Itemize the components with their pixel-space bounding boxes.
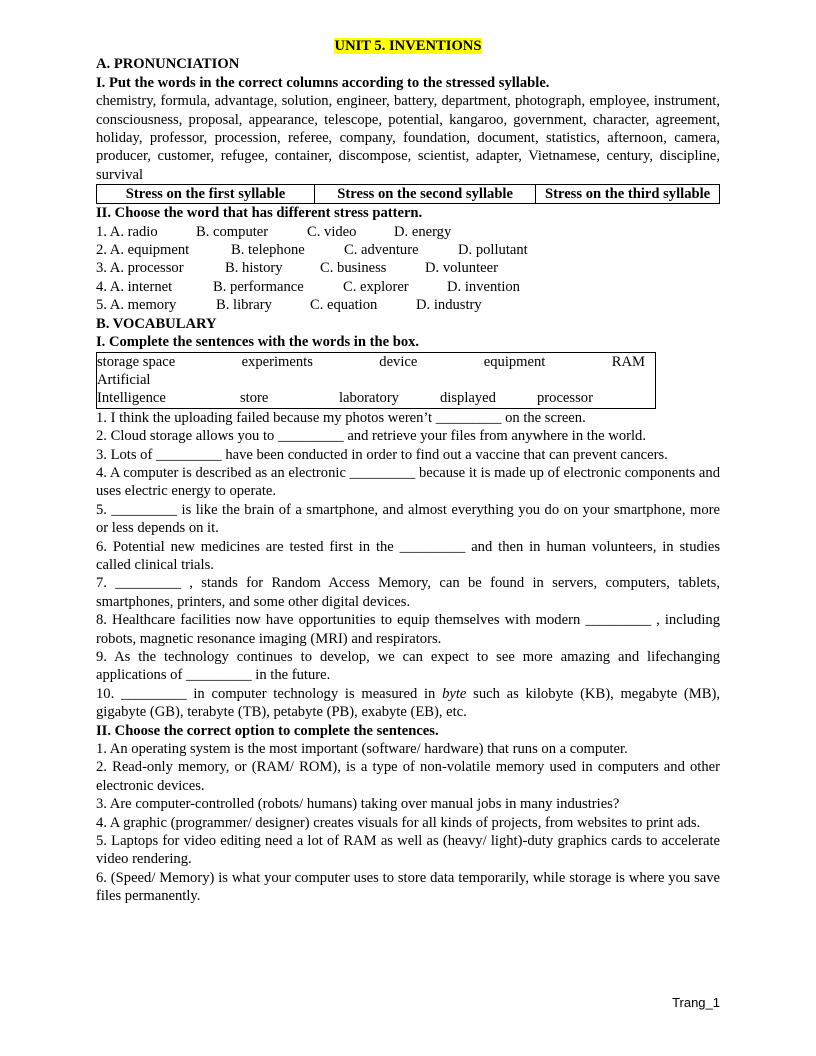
unit-title: UNIT 5. INVENTIONS <box>334 38 482 54</box>
vocab-sentence: 10. _________ in computer technology is measured in byte such as kilobyte (KB), megabyte (MB), gigabyte (GB), terabyte (TB), petabyte (PB), exabyte (EB), etc. <box>96 685 720 721</box>
col-third-syllable: Stress on the third syllable <box>536 185 720 204</box>
part-b1-heading: I. Complete the sentences with the words in the box. <box>96 334 420 351</box>
box-word: processor <box>537 390 593 407</box>
stress-question: 3. A. processor B. history C. business D. volunteer <box>96 260 498 277</box>
box-word: Artificial <box>97 371 151 388</box>
box-word: displayed <box>440 390 496 407</box>
vocab-sentence: 3. Lots of _________ have been conducted in order to find out a vaccine that can prevent cancers. <box>96 446 668 463</box>
vocab-sentence: 9. As the technology continues to develop, we can expect to see more amazing and lifechanging applications of _________ in the future. <box>96 649 720 684</box>
part-a1-heading: I. Put the words in the correct columns according to the stressed syllable. <box>96 74 550 91</box>
vocab-sentence: 8. Healthcare facilities now have opportunities to equip themselves with modern _________ , including robots, magnetic resonance imaging (MRI) and respirators. <box>96 612 720 647</box>
section-a-heading: A. PRONUNCIATION <box>96 56 240 73</box>
vocab-sentence: 6. Potential new medicines are tested first in the _________ and then in human volunteers, in studies called clinical trials. <box>96 538 720 573</box>
option-sentence: 5. Laptops for video editing need a lot of RAM as well as (heavy/ light)-duty graphics cards to accelerate video rendering. <box>96 833 720 868</box>
part-a2-heading: II. Choose the word that has different stress pattern. <box>96 205 423 222</box>
word-box-row <box>97 353 655 371</box>
stress-table <box>96 184 720 204</box>
col-second-syllable: Stress on the second syllable <box>315 185 536 204</box>
box-word: Intelligence <box>97 390 166 407</box>
col-first-syllable: Stress on the first syllable <box>97 185 315 204</box>
box-word: RAM <box>611 353 645 370</box>
option-sentence: 1. An operating system is the most important (software/ hardware) that runs on a computer. <box>96 741 628 758</box>
vocab-sentence: 2. Cloud storage allows you to _________ and retrieve your files from anywhere in the world. <box>96 428 646 445</box>
vocab-sentence: 1. I think the uploading failed because my photos weren’t _________ on the screen. <box>96 409 586 426</box>
option-sentence: 2. Read-only memory, or (RAM/ ROM), is a type of non-volatile memory used in computers and other electronic devices. <box>96 759 720 794</box>
vocab-sentence: 4. A computer is described as an electronic _________ because it is made up of electronic components and uses electric energy to operate. <box>96 464 720 500</box>
box-word: laboratory <box>339 390 399 407</box>
option-sentence: 4. A graphic (programmer/ designer) creates visuals for all kinds of projects, from websites to print ads. <box>96 814 701 831</box>
worksheet-page <box>96 37 720 906</box>
vocab-sentences <box>96 409 720 722</box>
stress-question: 1. A. radio B. computer C. video D. energy <box>96 223 452 240</box>
box-word: equipment <box>483 353 546 370</box>
page-number: Trang_1 <box>672 995 720 1010</box>
option-sentences <box>96 740 720 906</box>
word-box-row <box>97 389 655 407</box>
vocab-sentence: 7. _________ , stands for Random Access Memory, can be found in servers, computers, tablets, smartphones, printers, and some other digital devices. <box>96 575 720 610</box>
word-list: chemistry, formula, advantage, solution, engineer, battery, department, photograph, employee, instrument, consciousness, proposal, appearance, telescope, potential, kangaroo, government, character, agreement, holiday, professor, procession, referee, company, foundation, document, statistics, afternoon, camera, producer, customer, refugee, container, discompose, scientist, adapter, Vietnamese, century, discipline, survival <box>96 93 720 183</box>
stress-question: 2. A. equipment B. telephone C. adventure D. pollutant <box>96 242 528 259</box>
box-word: experiments <box>241 353 313 370</box>
box-word: device <box>379 353 418 370</box>
option-sentence: 3. Are computer-controlled (robots/ humans) taking over manual jobs in many industries? <box>96 796 620 813</box>
box-word: storage space <box>97 353 176 370</box>
box-word: store <box>240 390 269 407</box>
part-b2-heading: II. Choose the correct option to complete the sentences. <box>96 722 439 739</box>
section-b-heading: B. VOCABULARY <box>96 315 217 332</box>
stress-questions <box>96 223 720 315</box>
option-sentence: 6. (Speed/ Memory) is what your computer uses to store data temporarily, while storage is where you save files permanently. <box>96 869 720 905</box>
stress-question: 5. A. memory B. library C. equation D. industry <box>96 297 482 314</box>
word-box <box>96 352 656 409</box>
vocab-sentence: 5. _________ is like the brain of a smartphone, and almost everything you do on your smartphone, more or less depends on it. <box>96 501 720 537</box>
stress-question: 4. A. internet B. performance C. explorer D. invention <box>96 278 520 295</box>
